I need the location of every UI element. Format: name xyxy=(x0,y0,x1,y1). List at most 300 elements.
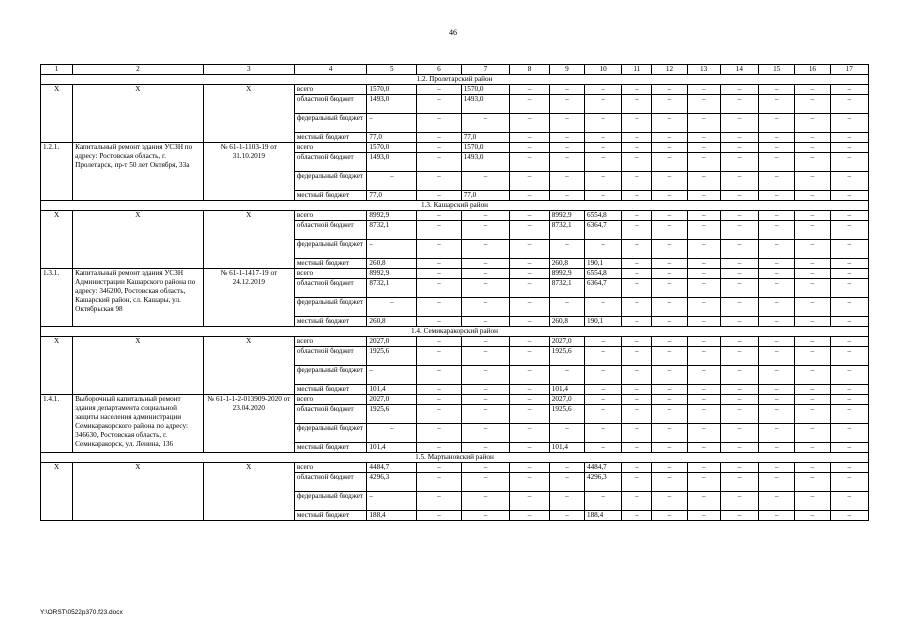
budget-label: местный бюджет xyxy=(294,133,367,143)
value-cell: 188,4 xyxy=(584,511,621,521)
value-cell: – xyxy=(367,366,417,385)
item-document: № 61-1-1103-19 от 31.10.2019 xyxy=(203,143,294,201)
value-cell: – xyxy=(652,317,687,327)
value-cell: – xyxy=(720,395,758,405)
budget-label: областной бюджет xyxy=(294,347,367,366)
value-cell: 8992,9 xyxy=(549,269,584,279)
value-cell: – xyxy=(652,133,687,143)
value-cell: – xyxy=(510,385,549,395)
value-cell: – xyxy=(622,114,652,133)
value-cell: – xyxy=(549,191,584,201)
value-cell: – xyxy=(759,492,795,511)
value-cell: – xyxy=(417,473,462,492)
value-cell: – xyxy=(367,172,417,191)
value-cell: – xyxy=(622,211,652,221)
value-cell: – xyxy=(759,279,795,298)
value-cell: – xyxy=(549,114,584,133)
x-mark: Х xyxy=(203,85,294,143)
value-cell: – xyxy=(584,443,621,453)
value-cell: – xyxy=(759,114,795,133)
value-cell: – xyxy=(367,298,417,317)
value-cell: – xyxy=(759,366,795,385)
value-cell: – xyxy=(584,143,621,153)
value-cell: – xyxy=(687,405,720,424)
value-cell: – xyxy=(759,443,795,453)
value-cell: – xyxy=(461,424,510,443)
value-cell: – xyxy=(417,317,462,327)
value-cell: – xyxy=(795,279,830,298)
value-cell: – xyxy=(795,405,830,424)
budget-label: федеральный бюджет xyxy=(294,172,367,191)
column-header: 5 xyxy=(367,65,417,75)
value-cell: – xyxy=(417,133,462,143)
value-cell: – xyxy=(622,298,652,317)
value-cell: – xyxy=(461,511,510,521)
budget-label: всего xyxy=(294,463,367,473)
column-header: 17 xyxy=(830,65,868,75)
column-header: 2 xyxy=(73,65,204,75)
value-cell: – xyxy=(795,385,830,395)
value-cell: – xyxy=(584,492,621,511)
value-cell: – xyxy=(687,279,720,298)
value-cell: 77,0 xyxy=(461,133,510,143)
x-mark: Х xyxy=(73,211,204,269)
value-cell: – xyxy=(367,240,417,259)
value-cell: – xyxy=(417,85,462,95)
value-cell: – xyxy=(652,385,687,395)
value-cell: – xyxy=(461,211,510,221)
value-cell: 1925,6 xyxy=(549,347,584,366)
value-cell: 101,4 xyxy=(367,385,417,395)
value-cell: – xyxy=(652,337,687,347)
value-cell: – xyxy=(510,405,549,424)
budget-label: местный бюджет xyxy=(294,259,367,269)
budget-label: местный бюджет xyxy=(294,191,367,201)
value-cell: – xyxy=(549,240,584,259)
value-cell: – xyxy=(417,385,462,395)
value-cell: – xyxy=(795,191,830,201)
budget-label: всего xyxy=(294,269,367,279)
budget-label: областной бюджет xyxy=(294,95,367,114)
value-cell: 6364,7 xyxy=(584,221,621,240)
value-cell: – xyxy=(687,85,720,95)
value-cell: – xyxy=(687,317,720,327)
value-cell: – xyxy=(652,143,687,153)
value-cell: – xyxy=(622,191,652,201)
value-cell: – xyxy=(417,463,462,473)
budget-label: местный бюджет xyxy=(294,385,367,395)
value-cell: – xyxy=(830,337,868,347)
column-header: 6 xyxy=(417,65,462,75)
value-cell: 4296,3 xyxy=(367,473,417,492)
x-mark: Х xyxy=(73,85,204,143)
budget-label: местный бюджет xyxy=(294,317,367,327)
value-cell: 260,8 xyxy=(549,317,584,327)
value-cell: – xyxy=(510,463,549,473)
budget-label: местный бюджет xyxy=(294,443,367,453)
value-cell: – xyxy=(795,424,830,443)
table-row xyxy=(41,201,869,211)
x-mark: Х xyxy=(203,211,294,269)
budget-table xyxy=(40,64,869,521)
value-cell: 1925,6 xyxy=(549,405,584,424)
value-cell: – xyxy=(687,473,720,492)
value-cell: – xyxy=(510,298,549,317)
value-cell: 6554,8 xyxy=(584,211,621,221)
value-cell: – xyxy=(510,279,549,298)
value-cell: – xyxy=(652,424,687,443)
section-title: 1.3. Кашарский район xyxy=(41,201,869,211)
value-cell: 6554,8 xyxy=(584,269,621,279)
column-header: 1 xyxy=(41,65,73,75)
column-header: 8 xyxy=(510,65,549,75)
value-cell: – xyxy=(687,191,720,201)
value-cell: – xyxy=(584,385,621,395)
value-cell: – xyxy=(652,366,687,385)
section-title: 1.4. Семикаракорский район xyxy=(41,327,869,337)
value-cell: – xyxy=(720,259,758,269)
value-cell: – xyxy=(720,240,758,259)
value-cell: – xyxy=(687,114,720,133)
value-cell: – xyxy=(622,317,652,327)
value-cell: – xyxy=(622,259,652,269)
value-cell: – xyxy=(720,269,758,279)
value-cell: – xyxy=(549,511,584,521)
file-path-footer: Y:\ORST\0522p370.f23.docx xyxy=(40,609,123,616)
value-cell: – xyxy=(622,347,652,366)
value-cell: – xyxy=(510,114,549,133)
value-cell: – xyxy=(830,317,868,327)
value-cell: – xyxy=(720,317,758,327)
x-mark: Х xyxy=(203,463,294,521)
value-cell: 8992,9 xyxy=(367,211,417,221)
value-cell: – xyxy=(622,443,652,453)
column-header: 10 xyxy=(584,65,621,75)
value-cell: – xyxy=(720,385,758,395)
value-cell: – xyxy=(759,259,795,269)
value-cell: 1925,6 xyxy=(367,405,417,424)
value-cell: – xyxy=(622,279,652,298)
value-cell: – xyxy=(622,85,652,95)
item-number: 1.4.1. xyxy=(41,395,73,453)
value-cell: – xyxy=(510,133,549,143)
value-cell: – xyxy=(652,463,687,473)
value-cell: 8732,1 xyxy=(549,221,584,240)
value-cell: 77,0 xyxy=(367,133,417,143)
value-cell: – xyxy=(759,473,795,492)
value-cell: – xyxy=(687,133,720,143)
value-cell: – xyxy=(795,172,830,191)
budget-label: федеральный бюджет xyxy=(294,424,367,443)
value-cell: – xyxy=(417,347,462,366)
value-cell: – xyxy=(417,191,462,201)
value-cell: – xyxy=(652,395,687,405)
value-cell: – xyxy=(759,172,795,191)
value-cell: 1493,0 xyxy=(367,95,417,114)
value-cell: 1493,0 xyxy=(461,153,510,172)
value-cell: – xyxy=(759,269,795,279)
value-cell: – xyxy=(417,279,462,298)
column-header: 14 xyxy=(720,65,758,75)
value-cell: – xyxy=(510,492,549,511)
value-cell: – xyxy=(687,240,720,259)
value-cell: – xyxy=(510,191,549,201)
value-cell: – xyxy=(795,298,830,317)
value-cell: – xyxy=(795,473,830,492)
value-cell: – xyxy=(687,366,720,385)
budget-label: федеральный бюджет xyxy=(294,114,367,133)
value-cell: – xyxy=(687,463,720,473)
value-cell: – xyxy=(461,463,510,473)
budget-label: областной бюджет xyxy=(294,405,367,424)
value-cell: – xyxy=(461,405,510,424)
value-cell: – xyxy=(417,211,462,221)
value-cell: – xyxy=(759,405,795,424)
value-cell: – xyxy=(549,473,584,492)
table-row xyxy=(41,65,869,75)
value-cell: – xyxy=(759,337,795,347)
value-cell: – xyxy=(510,424,549,443)
value-cell: – xyxy=(461,240,510,259)
value-cell: – xyxy=(622,133,652,143)
value-cell: – xyxy=(830,85,868,95)
value-cell: – xyxy=(795,347,830,366)
value-cell: – xyxy=(652,114,687,133)
value-cell: – xyxy=(549,172,584,191)
value-cell: – xyxy=(461,172,510,191)
value-cell: – xyxy=(687,511,720,521)
value-cell: 1570,0 xyxy=(461,85,510,95)
value-cell: – xyxy=(652,221,687,240)
value-cell: 1570,0 xyxy=(367,143,417,153)
value-cell: – xyxy=(720,405,758,424)
value-cell: – xyxy=(652,153,687,172)
value-cell: 6364,7 xyxy=(584,279,621,298)
value-cell: – xyxy=(720,153,758,172)
value-cell: 8732,1 xyxy=(367,279,417,298)
value-cell: – xyxy=(417,424,462,443)
value-cell: 1925,6 xyxy=(367,347,417,366)
budget-label: областной бюджет xyxy=(294,473,367,492)
value-cell: – xyxy=(367,424,417,443)
value-cell: 101,4 xyxy=(549,443,584,453)
item-number: 1.2.1. xyxy=(41,143,73,201)
value-cell: – xyxy=(461,366,510,385)
value-cell: – xyxy=(795,211,830,221)
x-mark: Х xyxy=(41,211,73,269)
budget-label: федеральный бюджет xyxy=(294,366,367,385)
value-cell: – xyxy=(652,511,687,521)
value-cell: – xyxy=(417,366,462,385)
value-cell: – xyxy=(795,463,830,473)
value-cell: – xyxy=(830,473,868,492)
item-document: № 61-1-1417-19 от 24.12.2019 xyxy=(203,269,294,327)
value-cell: – xyxy=(584,347,621,366)
value-cell: – xyxy=(652,347,687,366)
item-name: Капитальный ремонт здания УСЗН Администрации Кашарского района по адресу: 346200, Ростовская область, Кашарский район, сл. Кашары, ул. Октябрьская 98 xyxy=(73,269,204,327)
budget-label: всего xyxy=(294,211,367,221)
value-cell: – xyxy=(461,337,510,347)
value-cell: – xyxy=(584,191,621,201)
value-cell: – xyxy=(759,385,795,395)
value-cell: – xyxy=(652,259,687,269)
x-mark: Х xyxy=(41,85,73,143)
budget-label: федеральный бюджет xyxy=(294,492,367,511)
table-row xyxy=(41,327,869,337)
value-cell: 1570,0 xyxy=(461,143,510,153)
value-cell: – xyxy=(830,259,868,269)
value-cell: – xyxy=(759,211,795,221)
value-cell: 101,4 xyxy=(549,385,584,395)
value-cell: – xyxy=(830,191,868,201)
budget-label: всего xyxy=(294,337,367,347)
value-cell: – xyxy=(461,347,510,366)
value-cell: – xyxy=(795,443,830,453)
value-cell: 4484,7 xyxy=(367,463,417,473)
value-cell: – xyxy=(622,269,652,279)
value-cell: – xyxy=(549,133,584,143)
value-cell: – xyxy=(510,511,549,521)
value-cell: – xyxy=(795,240,830,259)
column-header: 15 xyxy=(759,65,795,75)
column-header: 16 xyxy=(795,65,830,75)
value-cell: – xyxy=(652,492,687,511)
value-cell: – xyxy=(720,95,758,114)
value-cell: – xyxy=(759,424,795,443)
value-cell: – xyxy=(461,114,510,133)
budget-label: федеральный бюджет xyxy=(294,240,367,259)
x-mark: Х xyxy=(41,337,73,395)
value-cell: 190,1 xyxy=(584,317,621,327)
value-cell: – xyxy=(759,133,795,143)
value-cell: – xyxy=(795,269,830,279)
value-cell: – xyxy=(687,143,720,153)
value-cell: – xyxy=(584,172,621,191)
value-cell: – xyxy=(795,337,830,347)
value-cell: 77,0 xyxy=(367,191,417,201)
value-cell: – xyxy=(622,492,652,511)
value-cell: – xyxy=(510,366,549,385)
value-cell: – xyxy=(622,240,652,259)
table-row xyxy=(41,453,869,463)
value-cell: – xyxy=(759,240,795,259)
value-cell: 101,4 xyxy=(367,443,417,453)
value-cell: 2027,0 xyxy=(549,395,584,405)
value-cell: – xyxy=(417,337,462,347)
value-cell: – xyxy=(720,511,758,521)
value-cell: – xyxy=(720,211,758,221)
value-cell: – xyxy=(417,95,462,114)
value-cell: – xyxy=(622,511,652,521)
x-mark: Х xyxy=(73,337,204,395)
value-cell: – xyxy=(830,347,868,366)
column-header: 3 xyxy=(203,65,294,75)
table-row xyxy=(41,395,869,405)
value-cell: 77,0 xyxy=(461,191,510,201)
value-cell: – xyxy=(549,95,584,114)
item-number: 1.3.1. xyxy=(41,269,73,327)
value-cell: 4484,7 xyxy=(584,463,621,473)
value-cell: – xyxy=(461,221,510,240)
value-cell: – xyxy=(622,473,652,492)
value-cell: – xyxy=(461,492,510,511)
value-cell: – xyxy=(759,191,795,201)
value-cell: – xyxy=(830,366,868,385)
value-cell: – xyxy=(622,424,652,443)
value-cell: – xyxy=(720,298,758,317)
column-header: 4 xyxy=(294,65,367,75)
budget-label: областной бюджет xyxy=(294,221,367,240)
value-cell: – xyxy=(549,298,584,317)
value-cell: – xyxy=(584,405,621,424)
value-cell: – xyxy=(687,221,720,240)
value-cell: – xyxy=(687,385,720,395)
value-cell: – xyxy=(584,424,621,443)
budget-label: всего xyxy=(294,85,367,95)
budget-label: местный бюджет xyxy=(294,511,367,521)
value-cell: – xyxy=(720,114,758,133)
value-cell: – xyxy=(622,385,652,395)
value-cell: – xyxy=(549,153,584,172)
value-cell: 260,8 xyxy=(549,259,584,269)
column-header: 12 xyxy=(652,65,687,75)
value-cell: – xyxy=(510,443,549,453)
value-cell: – xyxy=(510,317,549,327)
value-cell: – xyxy=(720,172,758,191)
x-mark: Х xyxy=(203,337,294,395)
value-cell: – xyxy=(795,492,830,511)
value-cell: – xyxy=(830,279,868,298)
value-cell: – xyxy=(584,366,621,385)
value-cell: – xyxy=(720,366,758,385)
value-cell: – xyxy=(830,385,868,395)
value-cell: – xyxy=(830,443,868,453)
value-cell: – xyxy=(830,395,868,405)
value-cell: – xyxy=(830,221,868,240)
value-cell: – xyxy=(652,85,687,95)
value-cell: – xyxy=(652,405,687,424)
value-cell: – xyxy=(417,143,462,153)
value-cell: – xyxy=(720,347,758,366)
value-cell: – xyxy=(720,424,758,443)
value-cell: – xyxy=(720,463,758,473)
budget-label: федеральный бюджет xyxy=(294,298,367,317)
value-cell: – xyxy=(652,279,687,298)
column-header: 7 xyxy=(461,65,510,75)
value-cell: – xyxy=(549,85,584,95)
value-cell: – xyxy=(830,405,868,424)
value-cell: – xyxy=(830,133,868,143)
value-cell: 1570,0 xyxy=(367,85,417,95)
value-cell: – xyxy=(584,395,621,405)
value-cell: – xyxy=(687,424,720,443)
value-cell: – xyxy=(461,443,510,453)
value-cell: – xyxy=(720,133,758,143)
value-cell: – xyxy=(795,133,830,143)
item-name: Выборочный капитальный ремонт здания департамента социальной защиты населения администрации Семикаракорского района по адресу: 346630, Ростовская область, г. Семикаракорск, ул. Ленина, 136 xyxy=(73,395,204,453)
value-cell: – xyxy=(417,443,462,453)
value-cell: – xyxy=(720,85,758,95)
value-cell: – xyxy=(830,211,868,221)
value-cell: 2027,0 xyxy=(367,337,417,347)
value-cell: – xyxy=(652,95,687,114)
value-cell: 4296,3 xyxy=(584,473,621,492)
value-cell: – xyxy=(549,366,584,385)
table-row xyxy=(41,269,869,279)
value-cell: – xyxy=(795,114,830,133)
value-cell: – xyxy=(795,85,830,95)
value-cell: – xyxy=(830,511,868,521)
